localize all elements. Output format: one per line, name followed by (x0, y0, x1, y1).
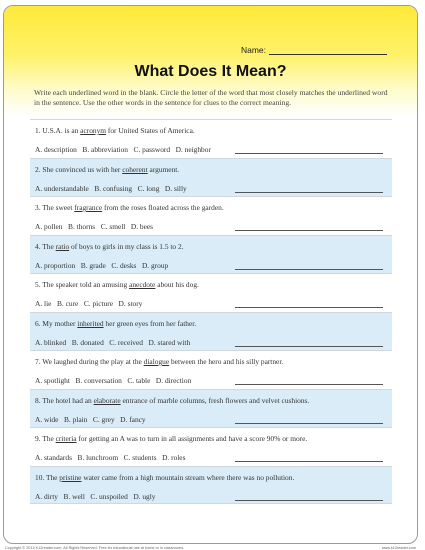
sentence-end: for getting an A was to turn in all assignments and have a score 90% or more. (76, 434, 308, 443)
question-sentence (35, 165, 179, 174)
answer-options: A. dirty B. well C. unspoiled D. ugly (35, 491, 156, 501)
sentence-end: water came from a high mountain stream where there was no pollution. (81, 472, 295, 482)
underlined-word: coherent (122, 164, 148, 174)
question-sentence (35, 126, 195, 135)
answer-blank (235, 500, 383, 501)
underlined-word: elaborate (93, 395, 121, 405)
answer-blank (235, 153, 383, 154)
answer-options: A. spotlight B. conversation C. table D. direction (35, 376, 192, 385)
underlined-word: pristine (59, 472, 82, 482)
question-sentence (35, 280, 199, 289)
question-item (30, 235, 392, 274)
question-item (30, 389, 392, 428)
question-sentence (35, 319, 196, 328)
question-list (30, 119, 392, 504)
question-item (30, 312, 392, 351)
sentence-end: about his dog. (155, 280, 199, 289)
question-item (30, 158, 392, 197)
name-label: Name: (240, 45, 266, 55)
question-item (30, 350, 392, 389)
sentence-start: 2. She convinced us with her (35, 164, 123, 174)
answer-options: A. pollen B. thorns C. smell D. bees (35, 222, 154, 231)
sentence-start: 10. The (35, 472, 60, 482)
answer-options: A. proportion B. grade C. desks D. group (35, 260, 169, 270)
sentence-end: from the roses floated across the garden. (102, 203, 224, 212)
sentence-end: her green eyes from her father. (103, 318, 197, 328)
sentence-start: 8. The hotel had an (35, 395, 94, 405)
sentence-start: 7. We laughed during the play at the (35, 357, 144, 366)
instructions: Write each underlined word in the blank. Circle the letter of the word that most closely matches the underlined word in the sentence. Use the other words in the sentence for clues to the correct meaning. (34, 88, 388, 107)
answer-blank (235, 192, 383, 193)
answer-blank (235, 423, 383, 424)
underlined-word: inherited (77, 318, 104, 328)
answer-options: A. wide B. plain C. grey D. fancy (35, 414, 146, 424)
answer-options: A. blinked B. donated C. received D. stared with (35, 337, 191, 347)
underlined-word: ratio (55, 241, 70, 251)
sentence-end: for United States of America. (106, 126, 195, 135)
sentence-start: 4. The (35, 241, 56, 251)
sentence-end: argument. (147, 164, 180, 174)
answer-blank (235, 346, 383, 347)
question-sentence (35, 396, 309, 405)
answer-options: A. standards B. lunchroom C. students D. roles (35, 453, 186, 462)
question-item (30, 466, 392, 505)
worksheet-frame (3, 5, 418, 544)
sentence-start: 9. The (35, 434, 56, 443)
copyright-text: Copyright © 2013 K12reader.com. All Rights Reserved. Free for educational use at home or in classrooms. (5, 546, 185, 550)
underlined-word: fragrance (74, 203, 103, 212)
question-sentence (35, 357, 283, 366)
sentence-end: of boys to girls in my class is 1.5 to 2. (69, 241, 184, 251)
name-field (241, 45, 387, 55)
question-sentence (35, 473, 294, 482)
sentence-start: 5. The speaker told an amusing (35, 280, 130, 289)
question-item (30, 273, 392, 312)
sentence-end: between the hero and his silly partner. (169, 357, 284, 366)
answer-blank (235, 269, 383, 270)
answer-blank (235, 461, 383, 462)
underlined-word: criteria (55, 434, 77, 443)
underlined-word: acronym (80, 126, 107, 135)
question-sentence (35, 242, 184, 251)
sentence-end: entrance of marble columns, fresh flowers and velvet cushions. (120, 395, 310, 405)
page-title: What Does It Mean? (134, 63, 287, 80)
answer-blank (235, 307, 383, 308)
sentence-start: 1. U.S.A. is an (35, 126, 81, 135)
answer-options: A. understandable B. confusing C. long D. silly (35, 183, 187, 193)
site-url: www.k12reader.com (381, 546, 416, 550)
answer-blank (235, 384, 383, 385)
question-item (30, 427, 392, 466)
answer-blank (235, 230, 383, 231)
answer-options: A. description B. abbreviation C. password D. neighbor (35, 145, 211, 154)
underlined-word: anecdote (129, 280, 156, 289)
answer-options: A. lie B. cure C. picture D. story (35, 299, 143, 308)
sentence-start: 3. The sweet (35, 203, 75, 212)
sentence-start: 6. My mother (35, 318, 78, 328)
question-sentence (35, 434, 307, 443)
question-item (30, 196, 392, 235)
name-blank (269, 45, 387, 55)
question-sentence (35, 203, 224, 212)
question-item (30, 119, 392, 158)
underlined-word: dialogue (143, 357, 170, 366)
